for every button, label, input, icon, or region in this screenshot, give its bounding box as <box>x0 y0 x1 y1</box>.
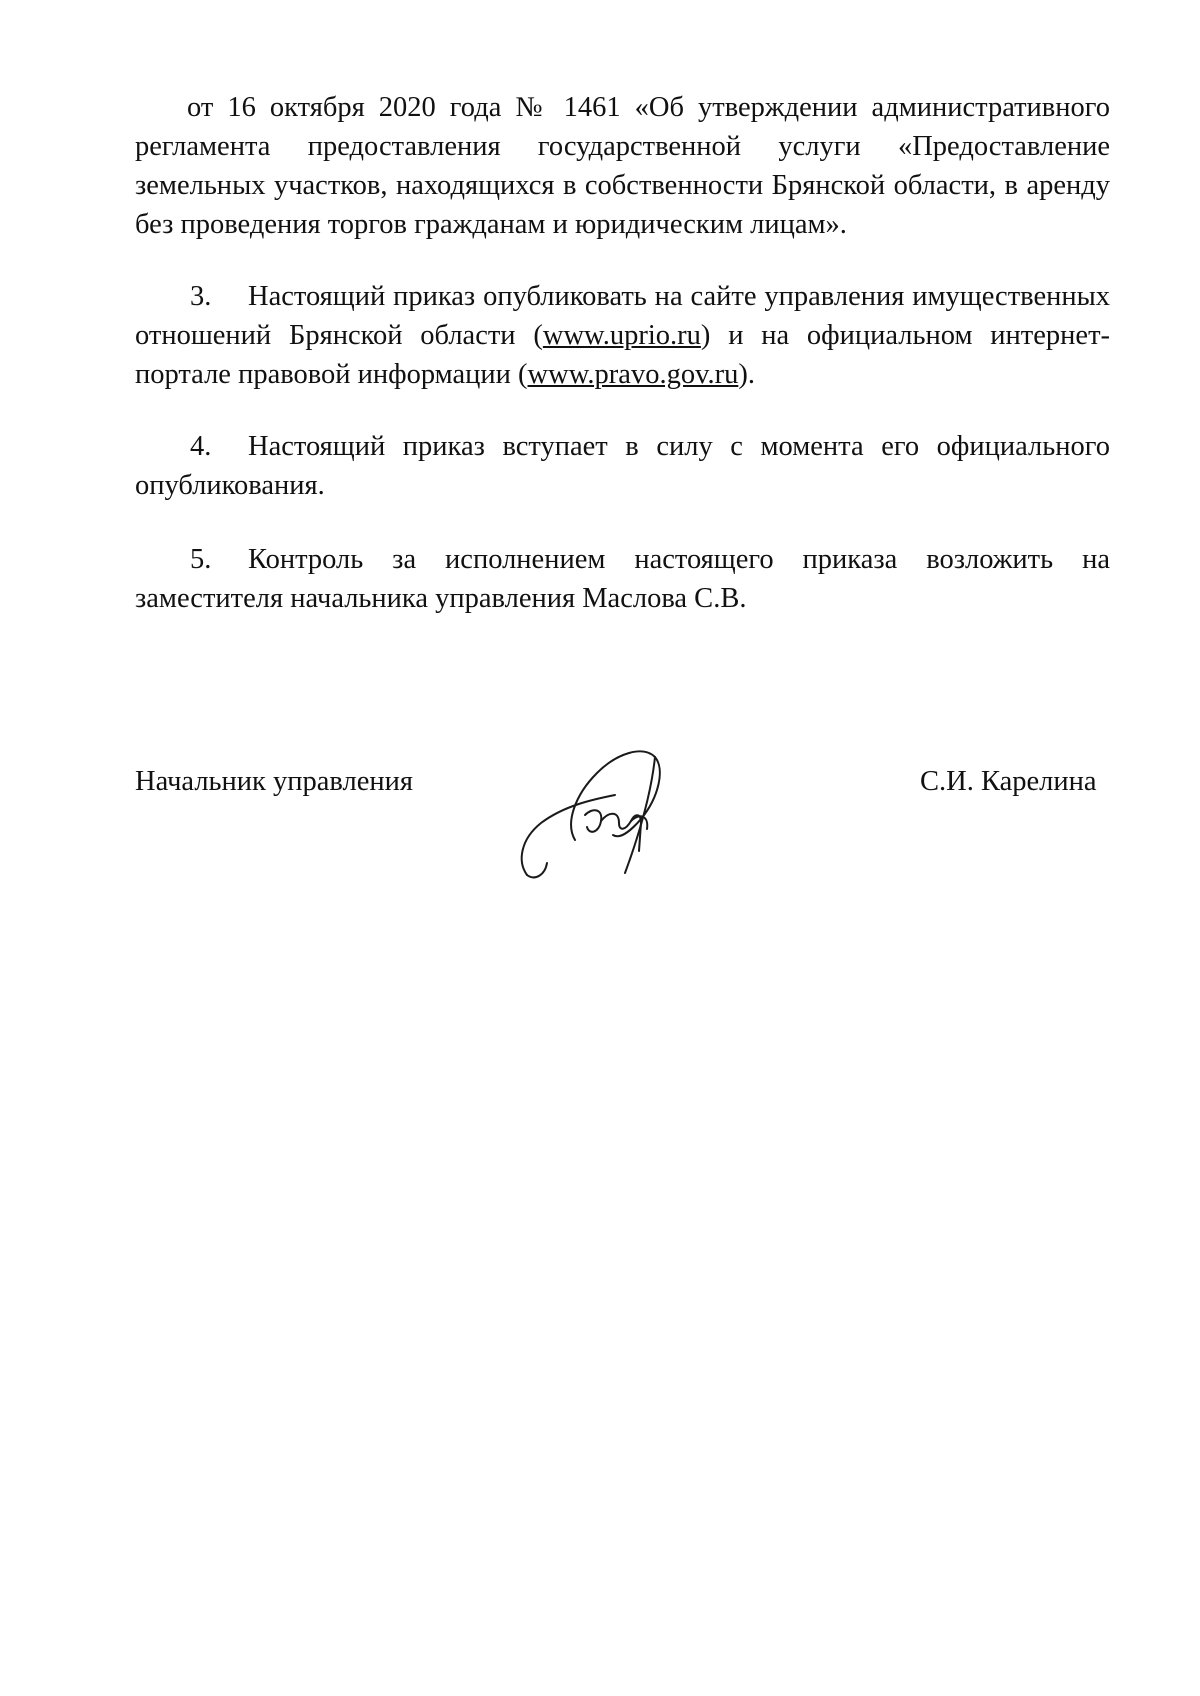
list-item-number: 3. <box>190 281 212 312</box>
paragraph-intro-text: от 16 октября 2020 года № 1461 «Об утверждении административного регламента предоставления государственной услуги «Предоставление земельных участков, находящихся в собственности Брянской области, в аренду без проведения торгов гражданам и юридическим лицам». <box>135 92 1110 240</box>
list-item-number: 4. <box>190 431 212 462</box>
signatory-title: Начальник управления <box>135 766 413 797</box>
list-item-number: 5. <box>190 544 212 575</box>
portal-link[interactable]: www.pravo.gov.ru <box>527 359 739 390</box>
list-item-4 <box>135 427 1110 505</box>
list-item-text: Настоящий приказ вступает в силу с момента его официального опубликования. <box>135 431 1110 501</box>
website-link[interactable]: www.uprio.ru <box>542 320 701 351</box>
list-item-3 <box>135 277 1110 394</box>
handwritten-signature <box>515 735 690 885</box>
list-item-text: Настоящий приказ опубликовать на сайте управления имущественных отношений Брянской области ( <box>135 281 1110 351</box>
list-item-text: Контроль за исполнением настоящего приказа возложить на заместителя начальника управления Маслова С.В. <box>135 544 1110 614</box>
signatory-name: С.И. Карелина <box>920 766 1097 797</box>
list-item-5 <box>135 540 1110 618</box>
list-item-text: ) и на официальном интернет-портале правовой информации ( <box>135 320 1111 390</box>
paragraph-intro <box>135 88 1110 244</box>
list-item-text: ). <box>738 359 755 390</box>
